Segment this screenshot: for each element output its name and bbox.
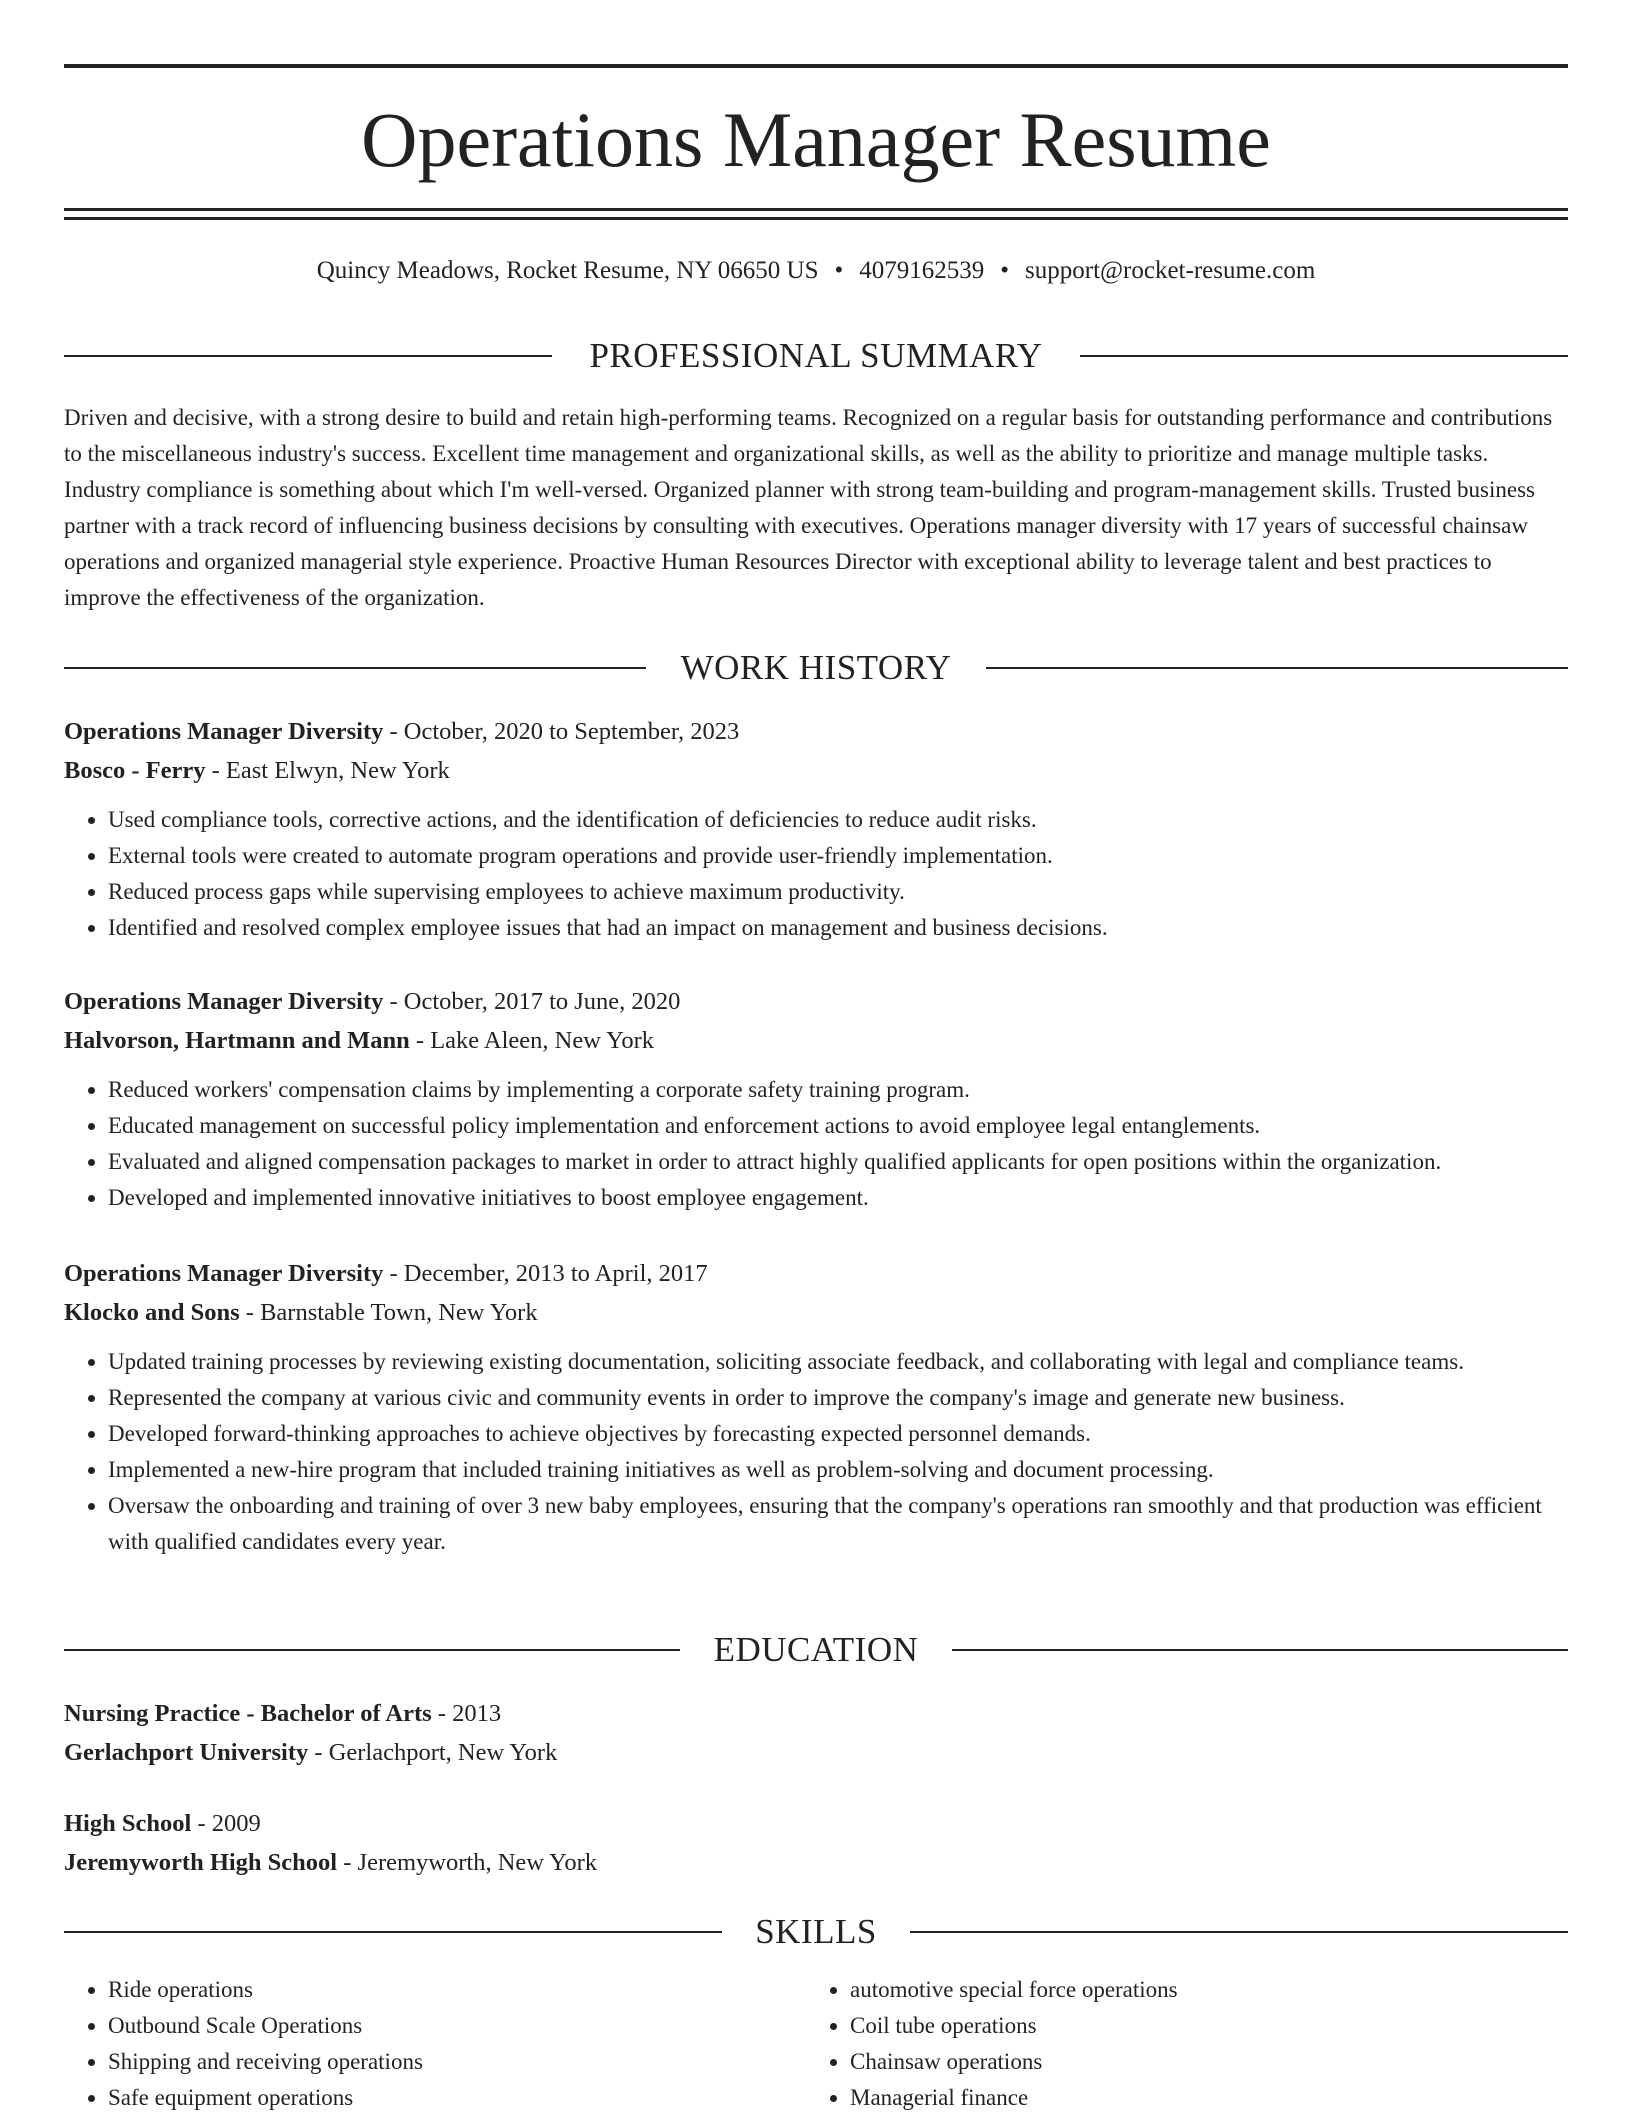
contact-address: Quincy Meadows, Rocket Resume, NY 06650 US [316,257,819,284]
job-entry [64,712,1568,946]
education-location: - Jeremyworth, New York [337,1849,598,1876]
contact-separator: • [834,257,844,284]
job-dates: - October, 2020 to September, 2023 [383,718,740,745]
education-degree: Nursing Practice - Bachelor of Arts [64,1700,432,1727]
skill-item: • Chainsaw operations [850,2044,1178,2080]
job-bullet: • Evaluated and aligned compensation packages to market in order to attract highly qualified applicants for open positions within the organization. [108,1144,1568,1180]
section-title: PROFESSIONAL SUMMARY [589,336,1043,375]
skills-column-left [64,1972,423,2116]
job-bullet: • Reduced workers' compensation claims by implementing a corporate safety training program. [108,1072,1568,1108]
contact-email: support@rocket-resume.com [1025,257,1316,284]
contact-separator: • [1000,257,1010,284]
job-location: - Lake Aleen, New York [409,1027,655,1054]
job-company: Halvorson, Hartmann and Mann [64,1027,410,1054]
job-bullet: • Used compliance tools, corrective actions, and the identification of deficiencies to reduce audit risks. [108,802,1568,838]
job-bullet: • External tools were created to automate program operations and provide user-friendly implementation. [108,838,1568,874]
top-rule [64,64,1568,68]
job-bullet: • Updated training processes by reviewing existing documentation, soliciting associate feedback, and collaborating with legal and compliance teams. [108,1344,1568,1380]
education-location: - Gerlachport, New York [308,1739,558,1766]
job-bullet: • Educated management on successful policy implementation and enforcement actions to avoid employee legal entanglements. [108,1108,1568,1144]
job-dates: - October, 2017 to June, 2020 [383,988,681,1015]
job-bullets [64,1344,1568,1560]
job-title: Operations Manager Diversity [64,1260,384,1287]
section-title: SKILLS [755,1912,877,1951]
job-bullet: • Developed and implemented innovative initiatives to boost employee engagement. [108,1180,1568,1216]
job-dates: - December, 2013 to April, 2017 [383,1260,708,1287]
section-title: WORK HISTORY [680,648,952,687]
job-bullet: • Reduced process gaps while supervising employees to achieve maximum productivity. [108,874,1568,910]
education-school: Gerlachport University [64,1739,309,1766]
skill-item: • automotive special force operations [850,1972,1178,2008]
skills-column-right [806,1972,1178,2116]
skill-item: • Shipping and receiving operations [108,2044,423,2080]
section-heading-education [64,1628,1568,1672]
summary-paragraph: Driven and decisive, with a strong desire to build and retain high-performing teams. Recognized on a regular basis for outstanding performance and contributions to the miscellaneous industry's success. Excellent time management and organizational skills, as well as the ability to prioritize and manage multiple tasks. Industry compliance is something about which I'm well-versed. Organized planner with strong team-building and program-management skills. Trusted business partner with a track record of influencing business decisions by consulting with executives. Operations manager diversity with 17 years of successful chainsaw operations and organized managerial style experience. Proactive Human Resources Director with exceptional ability to leverage talent and best practices to improve the effectiveness of the organization. [64,405,1553,610]
contact-line [64,254,1568,288]
skill-item: • Safe equipment operations [108,2080,423,2116]
page-title: Operations Manager Resume [361,96,1271,183]
skill-item: • Managerial finance [850,2080,1178,2116]
job-bullets [64,1072,1568,1216]
contact-phone: 4079162539 [859,257,985,284]
job-bullet: • Represented the company at various civic and community events in order to improve the company's image and generate new business. [108,1380,1568,1416]
job-bullet: • Implemented a new-hire program that included training initiatives as well as problem-solving and document processing. [108,1452,1568,1488]
section-heading-summary [64,334,1568,378]
job-entry [64,1254,1568,1560]
job-company: Klocko and Sons [64,1299,240,1326]
skill-item: • Ride operations [108,1972,423,2008]
job-title: Operations Manager Diversity [64,718,384,745]
job-entry [64,982,1568,1216]
education-entry [64,1804,1568,1882]
job-location: - East Elwyn, New York [205,757,450,784]
title-double-rule [64,208,1568,220]
education-year: - 2009 [191,1810,261,1837]
job-location: - Barnstable Town, New York [239,1299,538,1326]
section-heading-work-history [64,646,1568,690]
education-degree: High School [64,1810,192,1837]
section-heading-skills [64,1910,1568,1954]
job-company: Bosco - Ferry [64,757,206,784]
education-year: - 2013 [431,1700,502,1727]
education-school: Jeremyworth High School [64,1849,338,1876]
section-title: EDUCATION [713,1630,919,1669]
job-bullet: • Oversaw the onboarding and training of over 3 new baby employees, ensuring that the company's operations ran smoothly and that production was efficient with qualified candidates every year. [108,1488,1568,1560]
job-title: Operations Manager Diversity [64,988,384,1015]
job-bullets [64,802,1568,946]
education-entry [64,1694,1568,1772]
job-bullet: • Identified and resolved complex employee issues that had an impact on management and business decisions. [108,910,1568,946]
job-bullet: • Developed forward-thinking approaches to achieve objectives by forecasting expected personnel demands. [108,1416,1568,1452]
skill-item: • Coil tube operations [850,2008,1178,2044]
skill-item: • Outbound Scale Operations [108,2008,423,2044]
